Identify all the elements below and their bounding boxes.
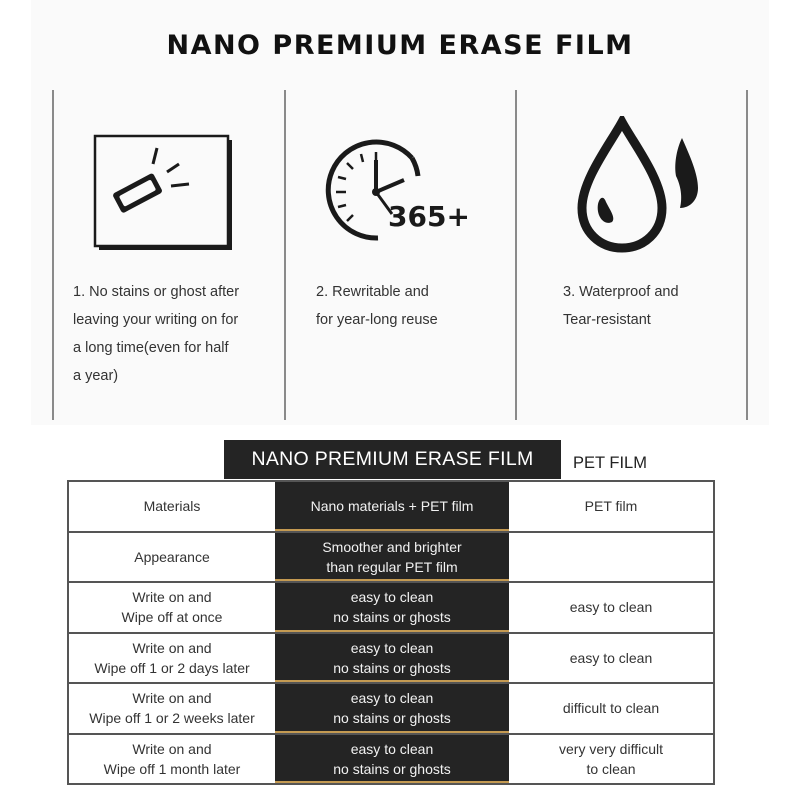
pet-film-cell: PET film <box>509 482 715 531</box>
page-title: NANO PREMIUM ERASE FILM <box>166 30 634 61</box>
gold-separator <box>275 680 509 682</box>
gold-separator <box>275 630 509 632</box>
nano-film-cell: easy to clean no stains or ghosts <box>275 735 509 784</box>
divider <box>515 90 517 420</box>
row-label: Write on and Wipe off 1 month later <box>67 735 275 784</box>
pet-film-cell <box>509 533 715 582</box>
pet-film-cell: easy to clean <box>509 634 715 683</box>
divider <box>746 90 748 420</box>
nano-film-cell: Smoother and brighter than regular PET film <box>275 533 509 582</box>
pet-film-cell: very very difficult to clean <box>509 735 715 784</box>
row-label: Write on and Wipe off at once <box>67 583 275 632</box>
table-row <box>67 634 715 685</box>
table-row <box>67 735 715 786</box>
divider <box>52 90 54 420</box>
row-label: Materials <box>67 482 275 531</box>
divider <box>284 90 286 420</box>
gold-separator <box>275 579 509 581</box>
row-label: Write on and Wipe off 1 or 2 days later <box>67 634 275 683</box>
clock-365-icon <box>316 132 491 252</box>
gold-separator <box>275 781 509 783</box>
gold-separator <box>275 731 509 733</box>
feature-2-description: 2. Rewritable and for year-long reuse <box>316 284 438 328</box>
clock-badge: 365+ <box>388 200 470 233</box>
pet-film-cell: difficult to clean <box>509 684 715 733</box>
feature-3-description: 3. Waterproof and Tear-resistant <box>563 284 679 328</box>
water-drop-icon <box>572 116 704 256</box>
comparison-table <box>67 480 715 785</box>
nano-film-cell: easy to clean no stains or ghosts <box>275 634 509 683</box>
nano-film-cell: easy to clean no stains or ghosts <box>275 583 509 632</box>
table-row <box>67 482 715 533</box>
row-label: Appearance <box>67 533 275 582</box>
table-row <box>67 533 715 584</box>
row-label: Write on and Wipe off 1 or 2 weeks later <box>67 684 275 733</box>
gold-separator <box>275 529 509 531</box>
nano-film-cell: Nano materials + PET film <box>275 482 509 531</box>
pet-film-header: PET FILM <box>573 454 647 472</box>
nano-film-header: NANO PREMIUM ERASE FILM <box>224 440 561 479</box>
whiteboard-eraser-icon <box>93 134 238 254</box>
table-row <box>67 684 715 735</box>
table-row <box>67 583 715 634</box>
feature-1-description: 1. No stains or ghost after leaving your writing on for a long time(even for half a year) <box>73 284 240 384</box>
pet-film-cell: easy to clean <box>509 583 715 632</box>
nano-film-cell: easy to clean no stains or ghosts <box>275 684 509 733</box>
